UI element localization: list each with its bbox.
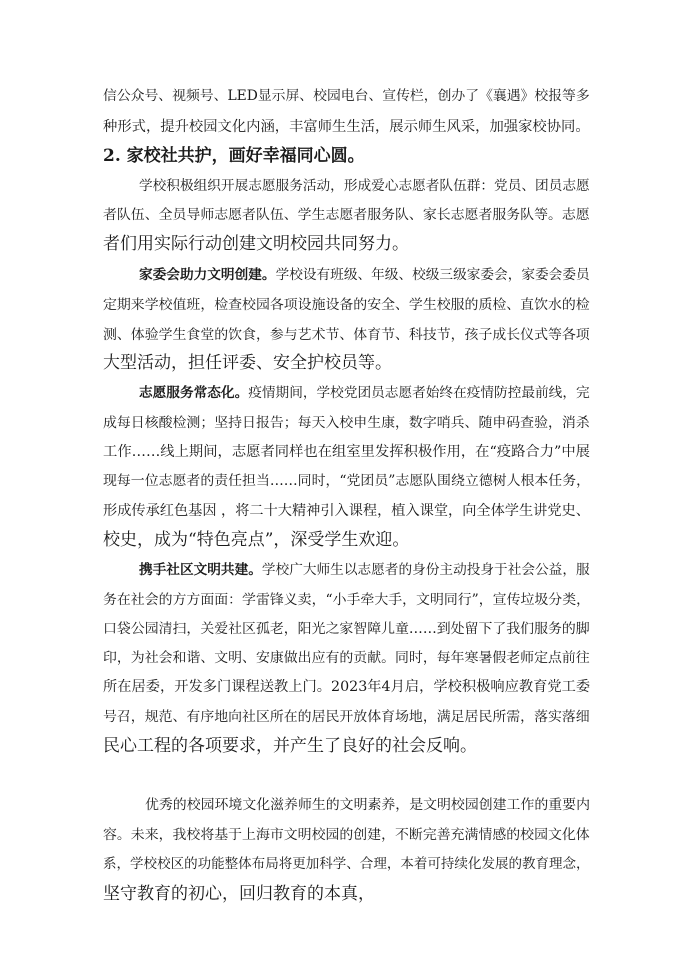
paragraph-4-line-1 xyxy=(139,383,590,403)
paragraph-5-text: 学校广大师生以志愿者的身份主动投身于社会公益，服 xyxy=(261,562,590,578)
paragraph-5-lead: 携手社区文明共建。 xyxy=(139,562,262,578)
paragraph-1-line-1: 信公众号、视频号、LED显示屏、校园电台、宣传栏，创办了《襄遇》校报等多 xyxy=(103,88,590,104)
paragraph-5-line-4: 印，为社会和谐、文明、安康做出应有的贡献。同时，每年寒暑假老师定点前往 xyxy=(103,650,590,666)
paragraph-5-line-1 xyxy=(139,560,590,580)
paragraph-4-line-2: 成每日核酸检测；坚持日报告；每天入校申生康，数字哨兵、随申码查验，消杀 xyxy=(103,415,590,431)
paragraph-2-line-1: 学校积极组织开展志愿服务活动，形成爱心志愿者队伍群：党员、团员志愿 xyxy=(139,178,590,194)
paragraph-4-line-4: 现每一位志愿者的责任担当……同时，“党团员”志愿队围绕立德树人根本任务， xyxy=(103,473,591,489)
paragraph-4-line-5: 形成传承红色基因 ，将二十大精神引入课程，植入课堂，向全体学生讲党史、 xyxy=(103,503,590,519)
paragraph-2-line-3: 者们用实际行动创建文明校园共同努力。 xyxy=(103,234,409,254)
paragraph-5-line-2: 务在社会的方方面面：学雷锋义卖，“小手牵大手，文明同行”，宣传垃圾分类， xyxy=(103,592,591,608)
paragraph-6-line-4: 坚守教育的初心，回归教育的本真， xyxy=(103,884,375,904)
paragraph-4-lead: 志愿服务常态化。 xyxy=(139,385,249,401)
paragraph-3-text: 学校设有班级、年级、校级三级家委会，家委会委员 xyxy=(275,267,590,283)
paragraph-3-line-4: 大型活动，担任评委、安全护校员等。 xyxy=(103,353,392,373)
paragraph-3-line-1 xyxy=(139,265,590,285)
paragraph-3-line-2: 定期来学校值班，检查校园各项设施设备的安全、学生校服的质检、直饮水的检 xyxy=(103,297,590,313)
paragraph-3-lead: 家委会助力文明创建。 xyxy=(139,267,276,283)
paragraph-4-line-6: 校史，成为“特色亮点”，深受学生欢迎。 xyxy=(103,530,410,550)
section-2-heading: 2. 家校社共护，画好幸福同心圆。 xyxy=(103,146,365,166)
paragraph-5-line-3: 口袋公园清扫，关爱社区孤老，阳光之家智障儿童……到处留下了我们服务的脚 xyxy=(103,621,590,637)
paragraph-3-line-3: 测、体验学生食堂的饮食，参与艺术节、体育节、科技节，孩子成长仪式等各项 xyxy=(103,327,590,343)
paragraph-2-line-2: 者队伍、全员导师志愿者队伍、学生志愿者服务队、家长志愿者服务队等。志愿 xyxy=(103,207,590,223)
paragraph-4-text: 疫情期间，学校党团员志愿者始终在疫情防控最前线，完 xyxy=(248,385,590,401)
paragraph-1-line-2: 种形式，提升校园文化内涵，丰富师生生活，展示师生风采，加强家校协同。 xyxy=(103,119,590,135)
paragraph-6-line-2: 容。未来，我校将基于上海市文明校园的创建，不断完善充满情感的校园文化体 xyxy=(103,827,590,843)
paragraph-5-line-7: 民心工程的各项要求，并产生了良好的社会反响。 xyxy=(103,736,477,756)
paragraph-4-line-3: 工作……线上期间，志愿者同样也在组室里发挥积极作用，在“疫路合力”中展 xyxy=(103,444,590,460)
paragraph-6-line-1: 优秀的校园环境文化滋养师生的文明素养，是文明校园创建工作的重要内 xyxy=(145,797,590,813)
paragraph-5-line-6: 号召，规范、有序地向社区所在的居民开放体育场地，满足居民所需，落实落细 xyxy=(103,709,590,725)
paragraph-6-line-3: 系，学校校区的功能整体布局将更加科学、合理，本着可持续化发展的教育理念， xyxy=(103,856,590,872)
paragraph-5-line-5: 所在居委，开发多门课程送教上门。2023年4月启，学校积极响应教育党工委 xyxy=(103,679,591,695)
